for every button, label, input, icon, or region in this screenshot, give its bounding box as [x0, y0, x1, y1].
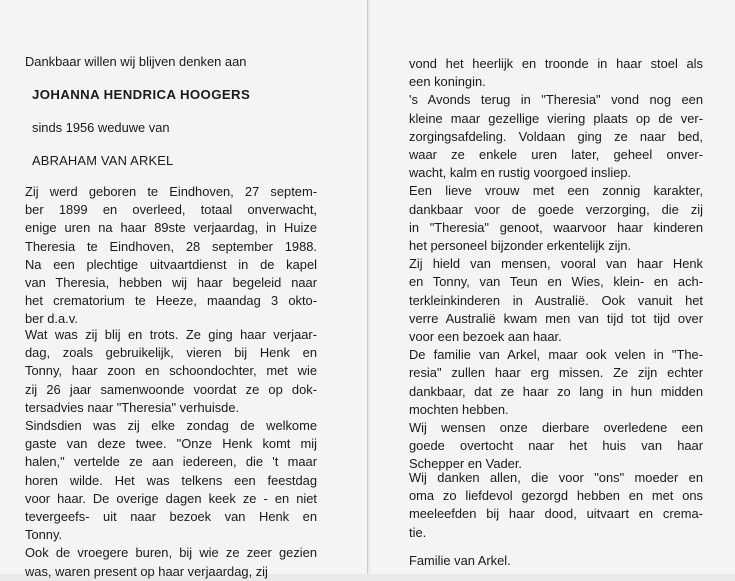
text-line: een koningin. — [409, 74, 486, 90]
text-line: ber d.a.v. — [25, 311, 78, 327]
remembrance-paragraph — [409, 55, 703, 474]
text-line: tevergeefs- uit naar bezoek van Henk en — [25, 509, 317, 525]
text-line: dankbaar voor de goede verzorging, die zij — [409, 201, 703, 217]
text-line: voor haar. De overige dagen keek ze - en niet — [25, 490, 317, 506]
text-line: tie. — [409, 524, 427, 540]
family-signature: Familie van Arkel. — [409, 553, 511, 568]
text-line: verre Australië kwam men van tijd tot tijd over — [409, 310, 703, 326]
text-line: resia" zullen haar erg missen. Ze zijn echter — [409, 365, 703, 381]
text-line: het personeel bijzonder erkentelijk zijn. — [409, 238, 632, 254]
text-line: Wij danken allen, die voor "ons" moeder en — [409, 470, 703, 485]
text-line: Ook de vroegere buren, bij wie ze zeer gezien — [25, 545, 317, 561]
deceased-name: JOHANNA HENDRICA HOOGERS — [32, 87, 251, 102]
text-line: Tonny, haar zoon en schoondochter, met wie — [25, 363, 317, 379]
text-line: Schepper en Vader. — [409, 456, 522, 472]
widow-since-text: sinds 1956 weduwe van — [32, 120, 170, 135]
life-paragraph — [25, 326, 317, 581]
text-line: oma zo liefdevol gezorgd hebben en met ons — [409, 488, 703, 504]
text-line: zij 26 jaar samenwoonde voordat ze op dok- — [25, 381, 317, 397]
intro-text: Dankbaar willen wij blijven denken aan — [25, 54, 247, 69]
text-line: waar ze enkele uren later, geheel onver- — [409, 147, 703, 163]
text-line: van Theresia, hebben wij haar begeleid naar — [25, 275, 317, 291]
card-fold-shadow — [368, 0, 371, 574]
text-line: voor een bezoek aan haar. — [409, 329, 562, 345]
text-line: Wat was zij blij en trots. Ze ging haar verjaar- — [25, 327, 317, 342]
text-line: horen wilde. Het was telkens een feestdag — [25, 472, 317, 488]
text-line: goede overtocht naar het huis van haar — [409, 438, 703, 454]
text-line: dankbaar, dat ze haar zo lang in hun midden — [409, 383, 703, 399]
text-line: Zij werd geboren te Eindhoven, 27 septem- — [25, 184, 317, 199]
text-line: in "Theresia" genoot, waarvoor haar kinderen — [409, 219, 703, 235]
text-line: en Tonny, van Teun en Wies, klein- en ach- — [409, 274, 703, 290]
thanks-paragraph — [409, 469, 703, 542]
text-line: tersadvies naar "Theresia" verhuisde. — [25, 399, 240, 415]
text-line: kleine maar gezellige viering plaats op de ver- — [409, 110, 703, 126]
text-line: Wij wensen onze dierbare overledene een — [409, 420, 703, 436]
text-line: meeleefden bij haar dood, uitvaart en crema- — [409, 506, 703, 522]
text-line: Zij hield van mensen, vooral van haar Henk — [409, 256, 703, 272]
text-line: dag, zoals gebruikelijk, vieren bij Henk en — [25, 345, 317, 361]
text-line: terkleinkinderen in Australië. Ook vanuit het — [409, 292, 703, 308]
text-line: halen," vertelde ze aan iedereen, die 't maar — [25, 454, 317, 470]
birth-death-paragraph — [25, 183, 317, 329]
text-line: Na een plechtige uitvaartdienst in de kapel — [25, 256, 317, 272]
text-line: Sindsdien was zij elke zondag de welkome — [25, 418, 317, 434]
text-line: 's Avonds terug in "Theresia" vond nog een — [409, 92, 703, 108]
text-line: Theresia te Eindhoven, 28 september 1988. — [25, 238, 317, 254]
text-line: Tonny. — [25, 527, 63, 543]
text-line: gaste van deze twee. "Onze Henk komt mij — [25, 436, 317, 452]
text-line: ber 1899 en overleed, totaal onverwacht, — [25, 202, 317, 218]
husband-name: ABRAHAM VAN ARKEL — [32, 153, 174, 168]
text-line: was, waren present op haar verjaardag, zij — [25, 563, 268, 579]
text-line: Een lieve vrouw met een zonnig karakter, — [409, 183, 703, 199]
text-line: het crematorium te Heeze, maandag 3 okto- — [25, 293, 317, 309]
text-line: wacht, kalm en rustig voorgoed insliep. — [409, 165, 632, 181]
text-line: zorgingsafdeling. Voldaan ging ze naar bed, — [409, 128, 703, 144]
text-line: mochten hebben. — [409, 401, 509, 417]
text-line: De familie van Arkel, maar ook velen in "The- — [409, 347, 703, 363]
text-line: enige uren na haar 89ste verjaardag, in Huize — [25, 220, 317, 236]
text-line: vond het heerlijk en troonde in haar stoel als — [409, 56, 703, 71]
